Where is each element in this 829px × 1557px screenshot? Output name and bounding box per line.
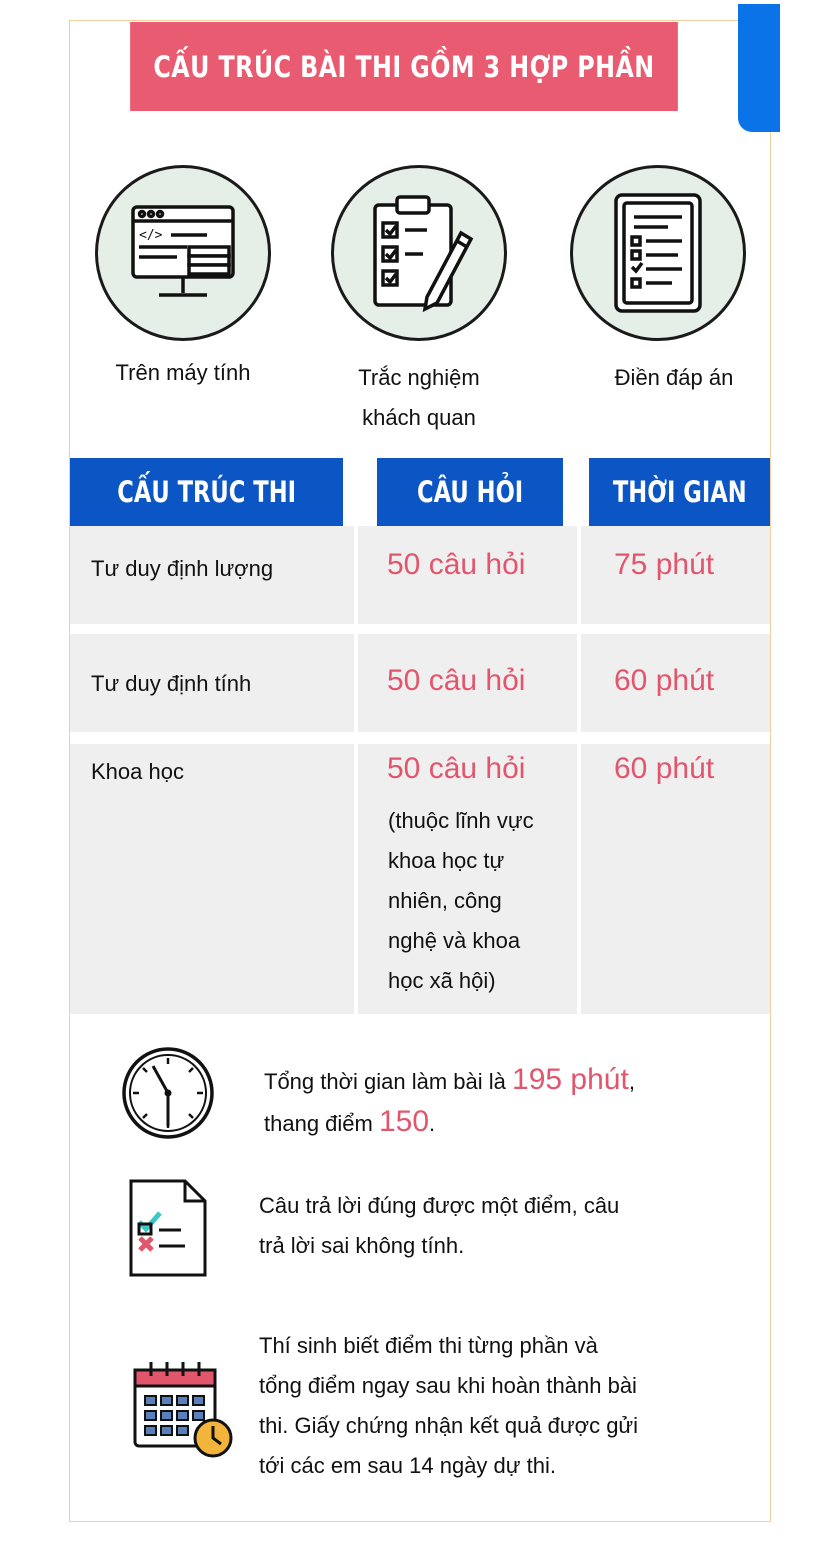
- format-label-fill-answer: Điền đáp án: [614, 365, 734, 390]
- answer-sheet-icon: [127, 1178, 209, 1278]
- format-label-multiple-choice: Trắc nghiệm khách quan: [358, 365, 480, 430]
- accent-tab: [738, 4, 780, 132]
- format-multiple-choice: [331, 165, 507, 341]
- column-header-structure: CẤU TRÚC THI: [70, 458, 343, 526]
- total-time-value: 195 phút: [512, 1063, 629, 1096]
- fill-answer-document-icon: [608, 191, 708, 315]
- clipboard-checklist-icon: [361, 193, 477, 313]
- column-header-questions: CÂU HỎI: [377, 458, 563, 526]
- row-question-count: 50 câu hỏi: [387, 548, 526, 581]
- page-title: CẤU TRÚC BÀI THI GỒM 3 HỢP PHẦN: [130, 22, 678, 111]
- row-duration: 75 phút: [614, 548, 715, 581]
- format-label-computer: Trên máy tính: [115, 360, 251, 385]
- format-fill-answer: [570, 165, 746, 341]
- row-duration: 60 phút: [614, 664, 715, 697]
- scoring-rule-text: Câu trả lời đúng được một điểm, câu trả lời sai không tính.: [259, 1193, 620, 1258]
- row-duration: 60 phút: [614, 752, 715, 785]
- format-computer: [95, 165, 271, 341]
- row-section-label: Tư duy định tính: [91, 671, 252, 696]
- results-info-text: Thí sinh biết điểm thi từng phần và tổng điểm ngay sau khi hoàn thành bài thi. Giấy chứng nhận kết quả được gửi tới các em sau 14 ngày dự thi.: [259, 1333, 639, 1478]
- row-question-note: (thuộc lĩnh vực khoa học tự nhiên, công nghệ và khoa học xã hội): [388, 808, 534, 993]
- row-section-label: Tư duy định lượng: [91, 556, 274, 581]
- row-question-count: 50 câu hỏi: [387, 664, 526, 697]
- row-section-label: Khoa học: [91, 759, 184, 784]
- svg-text:</>: </>: [139, 228, 163, 243]
- total-time-text: Tổng thời gian làm bài là 195 phút, thang điểm 150.: [264, 1063, 635, 1138]
- score-scale-value: 150: [378, 1105, 430, 1138]
- row-question-count: 50 câu hỏi: [387, 752, 526, 785]
- column-header-time: THỜI GIAN: [589, 458, 770, 526]
- calendar-clock-icon: [131, 1358, 235, 1460]
- computer-code-icon: [127, 197, 239, 309]
- clock-icon: [121, 1046, 215, 1140]
